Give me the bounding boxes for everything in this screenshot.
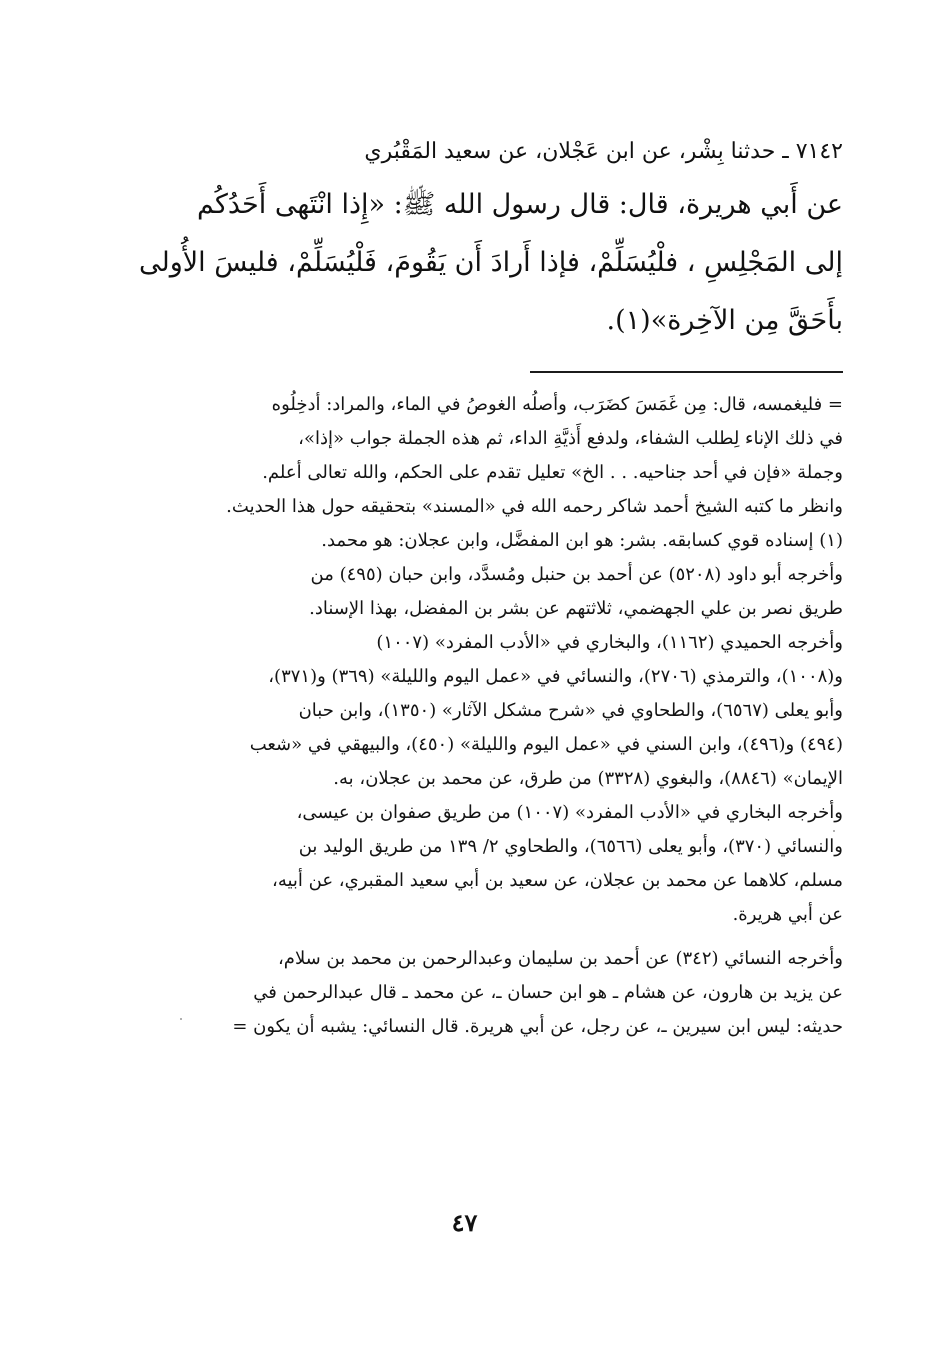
footnote-line: حديثه: ليس ابن سيرين ـ، عن رجل، عن أبي هريرة. قال النسائي: يشبه أن يكون = [232,1016,843,1037]
footnotes [138,388,843,1044]
scan-speck [833,830,835,832]
hadith-line: ٧١٤٢ ـ حدثنا بِشْر، عن ابن عَجْلان، عن سعيد المَقْبُري [364,139,843,164]
hadith-line: إلى المَجْلِسِ ، فلْيُسَلِّمْ، فإذا أَرادَ أَن يَقُومَ، فَلْيُسَلِّمْ، فليسَ الأُولى [139,247,843,278]
footnote-line: وجملة «فإن في أحد جناحيه. . . الخ» تعليل تقدم على الحكم، والله تعالى أعلم. [262,462,843,483]
hadith-line: عن أَبي هريرة، قال: قال رسول الله ﷺ: «إِذا انْتَهى أَحَدُكُم [197,189,843,220]
hadith-line: بأَحَقَّ مِن الآخِرة»(١). [606,305,843,336]
footnote-line: وأخرجه البخاري في «الأدب المفرد» (١٠٠٧) من طريق صفوان بن عيسى، [296,802,843,823]
footnote-line: وأخرجه أبو داود (٥٢٠٨) عن أحمد بن حنبل ومُسدَّد، وابن حبان (٤٩٥) من [310,564,843,585]
paragraph-gap [138,932,843,942]
footnote-line: في ذلك الإناء لِطلب الشفاء، ولدفع أَذيَّةِ الداء، ثم هذه الجملة جواب «إذا»، [298,428,843,449]
page-number: ٤٧ [451,1208,478,1237]
footnote-line: والنسائي (٣٧٠)، وأبو يعلى (٦٥٦٦)، والطحاوي ٢/ ١٣٩ من طريق الوليد بن [298,836,843,857]
footnote-line: وأخرجه الحميدي (١١٦٢)، والبخاري في «الأدب المفرد» (١٠٠٧) [376,632,843,653]
footnote-line: وأبو يعلى (٦٥٦٧)، والطحاوي في «شرح مشكل الآثار» (١٣٥٠)، وابن حبان [298,700,843,721]
footnote-line: عن يزيد بن هارون، عن هشام ـ هو ابن حسان ـ، عن محمد ـ قال عبدالرحمن في [253,982,843,1003]
footnote-separator [530,371,843,373]
footnote-line: وانظر ما كتبه الشيخ أحمد شاكر رحمه الله في «المسند» بتحقيقه حول هذا الحديث. [226,496,843,517]
footnote-line: و(١٠٠٨)، والترمذي (٢٧٠٦)، والنسائي في «عمل اليوم والليلة» (٣٦٩) و(٣٧١)، [268,666,843,687]
scan-speck [180,1018,182,1020]
hadith-text [138,128,843,350]
footnote-line: مسلم، كلاهما عن محمد بن عجلان، عن سعيد بن أبي سعيد المقبري، عن أبيه، [272,870,843,891]
footnote-line: وأخرجه النسائي (٣٤٢) عن أحمد بن سليمان وعبدالرحمن بن محمد بن سلام، [277,948,843,969]
footnote-line: = فليغمسه، قال: مِن غَمَسَ كضَرَب، وأصلُه الغوصُ في الماء، والمراد: أدخِلُوه [271,394,843,415]
footnote-line: الإيمان» (٨٨٤٦)، والبغوي (٣٣٢٨) من طرق، عن محمد بن عجلان، به. [333,768,843,789]
footnote-line: (٤٩٤) و(٤٩٦)، وابن السني في «عمل اليوم والليلة» (٤٥٠)، والبيهقي في «شعب [249,734,843,755]
footnote-line: عن أبي هريرة. [732,904,843,925]
footnote-line: طريق نصر بن علي الجهضمي، ثلاثتهم عن بشر بن المفضل، بهذا الإسناد. [309,598,843,619]
footnote-line: (١) إسناده قوي كسابقه. بشر: هو ابن المفضَّل، وابن عجلان: هو محمد. [321,530,843,551]
